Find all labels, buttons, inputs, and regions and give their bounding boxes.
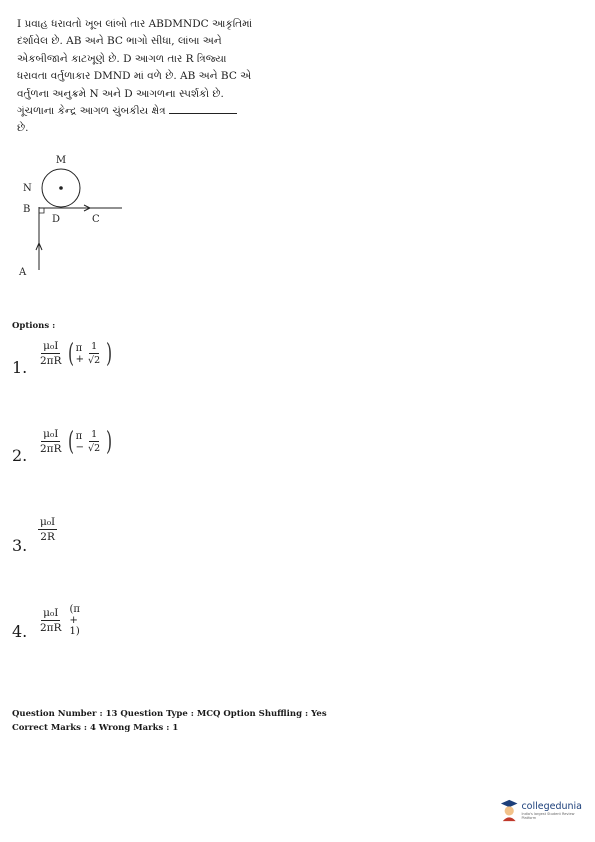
label-n: N (23, 183, 32, 194)
graduate-icon (500, 798, 518, 822)
main-fraction: $\frac{\text{μ₀I}}{2\pi R}$ (40, 607, 62, 634)
question-tail: છે. (17, 122, 29, 135)
option-expression: $\frac{\text{μ₀I}}{2\pi R}$ ( π − $\frac{1}{√2}$ ) (40, 426, 113, 457)
question-meta-line2: Correct Marks : 4 Wrong Marks : 1 (12, 723, 179, 733)
question-meta (12, 707, 327, 735)
option-number: 2. (12, 446, 28, 465)
main-fraction: $\frac{\text{μ₀I}}{2R}$ (40, 516, 56, 543)
option-tail: (π + 1) (69, 604, 80, 637)
question-meta-line1: Question Number : 13 Question Type : MCQ Option Shuffling : Yes (12, 709, 327, 719)
logo-name: collegedunia (521, 800, 583, 812)
label-b: B (23, 204, 31, 215)
wire-diagram (14, 150, 144, 290)
question-body: I પ્રવાહ ધરાવતો ખૂબ લાંબો તાર ABDMNDC આકૃતિમાં દર્શાવેલ છે. AB અને BC ભાગો સીધા, લાંબા અને એકબીજાને કાટખૂણે છે. D આગળ તાર R ત્રિજ્યા ધરાવતા વર્તુળાકાર DMND માં વળે છે. AB અને BC એ વર્તુળના અનુક્રમે N અને D આગળના સ્પર્શકો છે. ગૂંચળાના કેન્દ્ર આગળ ચુંબકીય ક્ષેત્ર (17, 18, 253, 118)
option-number: 4. (12, 622, 28, 641)
label-c: C (92, 214, 100, 225)
circuit-figure (14, 150, 144, 290)
label-a: A (19, 267, 27, 278)
answer-blank (169, 104, 237, 114)
question-text (17, 16, 257, 138)
option-number: 1. (12, 358, 28, 377)
main-fraction: $\frac{\text{μ₀I}}{2\pi R}$ (40, 340, 62, 367)
label-d: D (52, 214, 61, 225)
label-m: M (55, 155, 67, 166)
option-number: 3. (12, 536, 28, 555)
option-expression (36, 604, 80, 637)
option-expression: $\frac{\text{μ₀I}}{2\pi R}$ ( π + $\frac{1}{√2}$ ) (40, 338, 113, 369)
logo-tagline: India's largest Student Review Platform (521, 811, 575, 820)
main-fraction: $\frac{\text{μ₀I}}{2\pi R}$ (40, 428, 62, 455)
options-heading: Options : (12, 321, 56, 331)
right-angle-mark (39, 208, 44, 213)
collegedunia-logo (500, 797, 585, 823)
center-point (59, 186, 63, 190)
option-expression (36, 516, 59, 543)
